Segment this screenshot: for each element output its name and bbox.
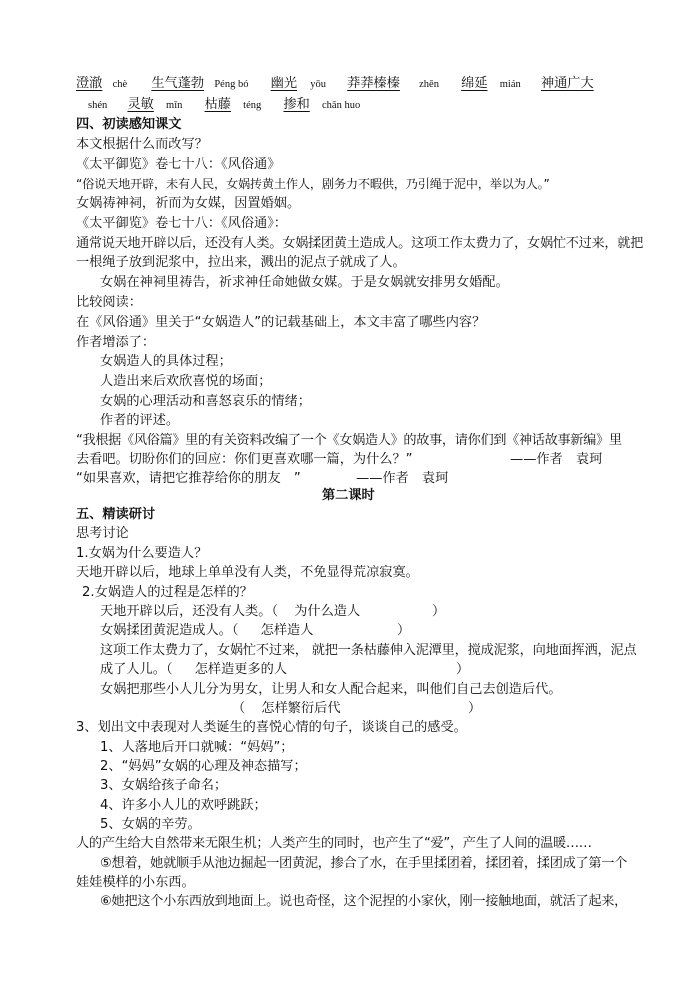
close-paren: ）	[397, 623, 411, 638]
added-item: 人造出来后欢欣喜悦的场面；	[100, 374, 272, 389]
section-4-heading: 四、初读感知课文	[76, 117, 182, 132]
vocab-row-1	[76, 75, 594, 94]
vocab-word: 幽光	[270, 76, 298, 91]
vocab-word: 生气蓬勃	[151, 76, 205, 91]
close-paren: ）	[456, 662, 470, 677]
lesson-title: 第二课时	[322, 488, 375, 503]
vocab-word: 灵敏	[127, 97, 154, 112]
classical-quote: “俗说天地开辟，未有人民，女娲抟黄土作人，剧务力不暇供，乃引绳于泥中，举以为人。”	[76, 177, 550, 191]
process-step	[100, 622, 411, 640]
summary-text: 人的产生给大自然带来无限生机；人类产生的同时，也产生了“爱”，产生了人间的温暖……	[76, 836, 592, 851]
process-step	[100, 603, 446, 621]
author-quote: “我根据《风俗篇》里的有关资料改编了一个《女娲造人》的故事，请你们到《神话故事新编》里	[76, 433, 622, 448]
vocab-pinyin: téng	[243, 100, 262, 111]
excerpt-paragraph: ⑥她把这个小东西放到地面上。说也奇怪，这个泥捏的小家伙，刚一接触地面，就活了起来，	[100, 894, 628, 909]
process-fill: 怎样造人	[260, 623, 314, 638]
close-paren: ）	[468, 701, 482, 716]
added-item: 作者的评述。	[100, 413, 180, 428]
vocab-pinyin: Péng bó	[214, 79, 249, 90]
vocab-pinyin: chè	[112, 79, 128, 90]
author-added-label: 作者增添了：	[76, 335, 156, 350]
compare-question: 在《风俗通》里关于“女娲造人”的记载基础上，本文丰富了哪些内容？	[76, 315, 486, 330]
process-fill: 怎样造更多的人	[194, 662, 288, 677]
process-text: 女娲揉团黄泥造成人。（	[100, 623, 239, 638]
vocab-word: 掺和	[283, 97, 310, 112]
vocab-word: 绵延	[461, 76, 488, 91]
vocab-pinyin: shén	[88, 100, 108, 111]
q3-item: 3、女娲给孩子命名；	[100, 778, 228, 793]
added-item: 女娲的心理活动和喜怒哀乐的情绪；	[100, 394, 311, 409]
question-3: 3、划出文中表现对人类诞生的喜悦心情的句子，谈谈自己的感受。	[76, 720, 467, 735]
process-step	[100, 661, 470, 679]
vocab-word: 神通广大	[540, 76, 594, 91]
close-paren: ）	[432, 604, 446, 619]
process-step-text: 女娲把那些小人儿分为男女，让男人和女人配合起来，叫他们自己去创造后代。	[100, 682, 562, 697]
vocab-word: 莽莽榛榛	[347, 76, 400, 91]
vocab-pinyin: mián	[499, 79, 521, 90]
author-quote: 去看吧。切盼你们的回应：你们更喜欢哪一篇，为什么？”	[76, 452, 413, 467]
source-citation-2: 《太平御览》卷七十八：《风俗通》：	[76, 216, 287, 231]
process-step	[232, 700, 482, 718]
author-signature: ——作者 袁珂	[356, 471, 449, 486]
q3-item: 2、“妈妈”女娲的心理及神态描写；	[100, 759, 307, 774]
source-citation: 《太平御览》卷七十八：《风俗通》	[76, 157, 281, 172]
modern-translation-line: 通常说天地开辟以后，还没有人类。女娲揉团黄土造成人。这项工作太费力了，女娲忙不过来，就把	[76, 236, 644, 251]
process-text: 成了人儿。（	[100, 662, 173, 677]
vocab-row-2	[88, 96, 360, 115]
question-text: 本文根据什么而改写？	[76, 137, 208, 152]
excerpt-paragraph: 娃娃模样的小东西。	[76, 875, 195, 890]
question-1: 1.女娲为什么要造人？	[76, 546, 208, 561]
author-quote: “如果喜欢，请把它推荐给你的朋友 ”	[76, 471, 301, 486]
process-fill: 为什么造人	[294, 604, 361, 619]
vocab-pinyin: yōu	[310, 79, 326, 90]
process-text: 天地开辟以后，还没有人类。（	[100, 604, 279, 619]
answer-1: 天地开辟以后，地球上单单没有人类，不免显得荒凉寂寞。	[76, 565, 419, 580]
classical-quote-2: 女娲祷神祠，祈而为女媒，因置婚姻。	[76, 196, 301, 211]
question-2: 2.女娲造人的过程是怎样的？	[82, 585, 253, 600]
q3-item: 4、许多小人儿的欢呼跳跃；	[100, 798, 267, 813]
vocab-word: 枯藤	[204, 97, 231, 112]
process-step-text: 这项工作太费力了，女娲忙不过来， 就把一条枯藤伸入泥潭里，搅成泥浆，向地面挥洒，泥点	[100, 643, 637, 658]
compare-reading-label: 比较阅读：	[76, 295, 142, 310]
modern-translation-line: 女娲在神祠里祷告，祈求神任命她做女媒。于是女娲就安排男女婚配。	[100, 275, 509, 290]
excerpt-paragraph: ⑤想着，她就顺手从池边掘起一团黄泥，掺合了水，在手里揉团着，揉团着，揉团成了第一个	[100, 856, 628, 871]
open-paren: （	[232, 701, 246, 716]
added-item: 女娲造人的具体过程；	[100, 354, 232, 369]
discuss-label: 思考讨论	[76, 526, 129, 541]
modern-translation-line: 一根绳子放到泥浆中，拉出来，溅出的泥点子就成了人。	[76, 255, 406, 270]
vocab-pinyin: mǐn	[166, 100, 183, 111]
section-5-heading: 五、精读研讨	[76, 507, 156, 522]
vocab-pinyin: chān huo	[322, 100, 361, 111]
author-signature: ——作者 袁珂	[510, 452, 603, 467]
q3-item: 5、女娲的辛劳。	[100, 817, 201, 832]
process-fill: 怎样繁衍后代	[261, 701, 341, 716]
vocab-pinyin: zhēn	[419, 79, 439, 90]
q3-item: 1、人落地后开口就喊：“妈妈”；	[100, 740, 294, 755]
vocab-word: 澄澈	[76, 76, 103, 91]
